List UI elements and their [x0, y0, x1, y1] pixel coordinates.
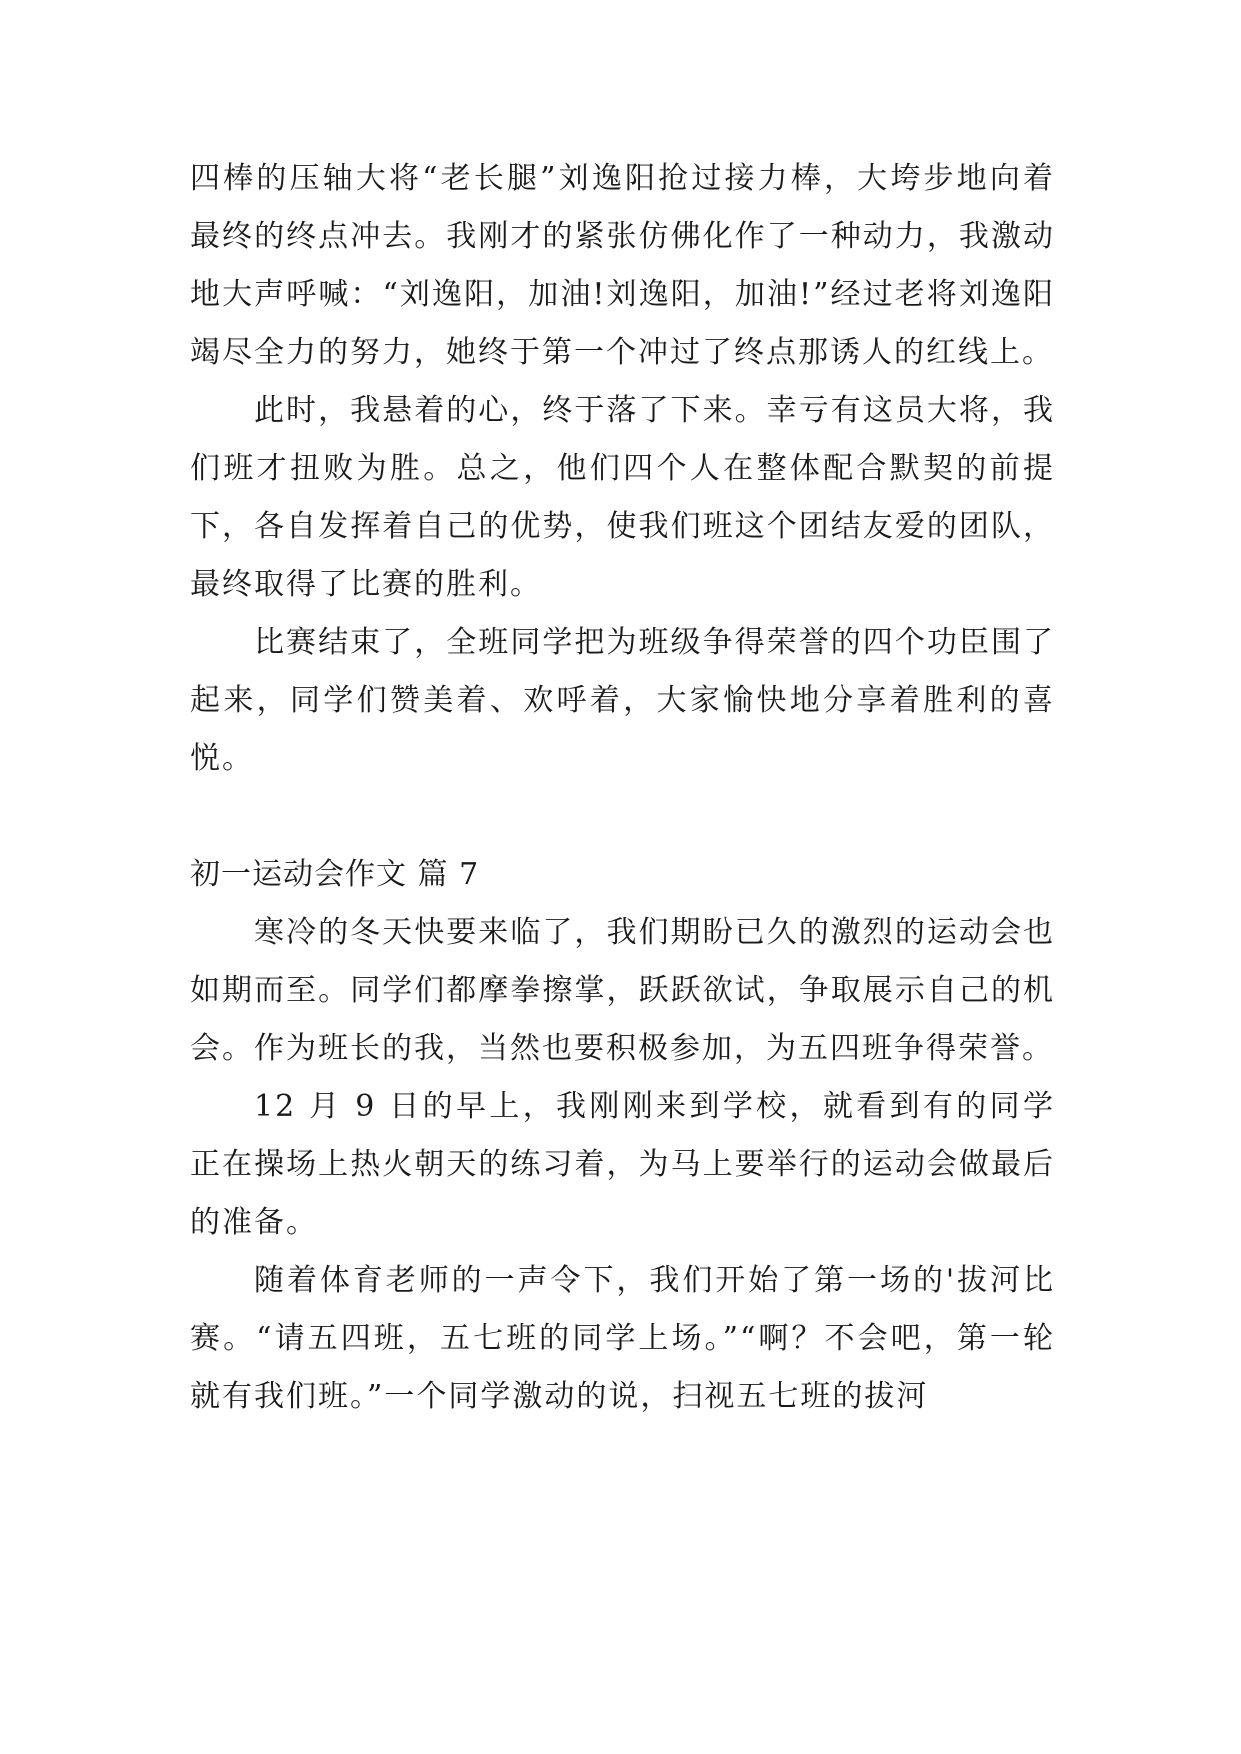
paragraph-morning: 12 月 9 日的早上，我刚刚来到学校，就看到有的同学正在操场上热火朝天的练习着，为马上要举行的运动会做最后的准备。 [190, 1089, 1055, 1240]
section-spacer [190, 788, 1055, 846]
paragraph-relay-finish: 四棒的压轴大将“老长腿”刘逸阳抢过接力棒，大垮步地向着最终的终点冲去。我刚才的紧张仿佛化作了一种动力，我激动地大声呼喊：“刘逸阳，加油!刘逸阳，加油!”经过老将刘逸阳竭尽全力的努力，她终于第一个冲过了终点那诱人的红线上。 [190, 161, 1055, 370]
section-heading: 初一运动会作文 篇 7 [190, 857, 480, 892]
paragraph-celebration: 比赛结束了，全班同学把为班级争得荣誉的四个功臣围了起来，同学们赞美着、欢呼着，大家愉快地分享着胜利的喜悦。 [190, 625, 1055, 776]
paragraph-tug-of-war: 随着体育老师的一声令下，我们开始了第一场的'拔河比赛。“请五四班，五七班的同学上场。”“啊？不会吧，第一轮就有我们班。”一个同学激动的说，扫视五七班的拔河 [190, 1263, 1055, 1414]
document-page [190, 150, 1055, 1426]
paragraph-relief: 此时，我悬着的心，终于落了下来。幸亏有这员大将，我们班才扭败为胜。总之，他们四个人在整体配合默契的前提下，各自发挥着自己的优势，使我们班这个团结友爱的团队，最终取得了比赛的胜利。 [190, 393, 1055, 602]
paragraph-winter-intro: 寒冷的冬天快要来临了，我们期盼已久的激烈的运动会也如期而至。同学们都摩拳擦掌，跃跃欲试，争取展示自己的机会。作为班长的我，当然也要积极参加，为五四班争得荣誉。 [190, 915, 1055, 1066]
